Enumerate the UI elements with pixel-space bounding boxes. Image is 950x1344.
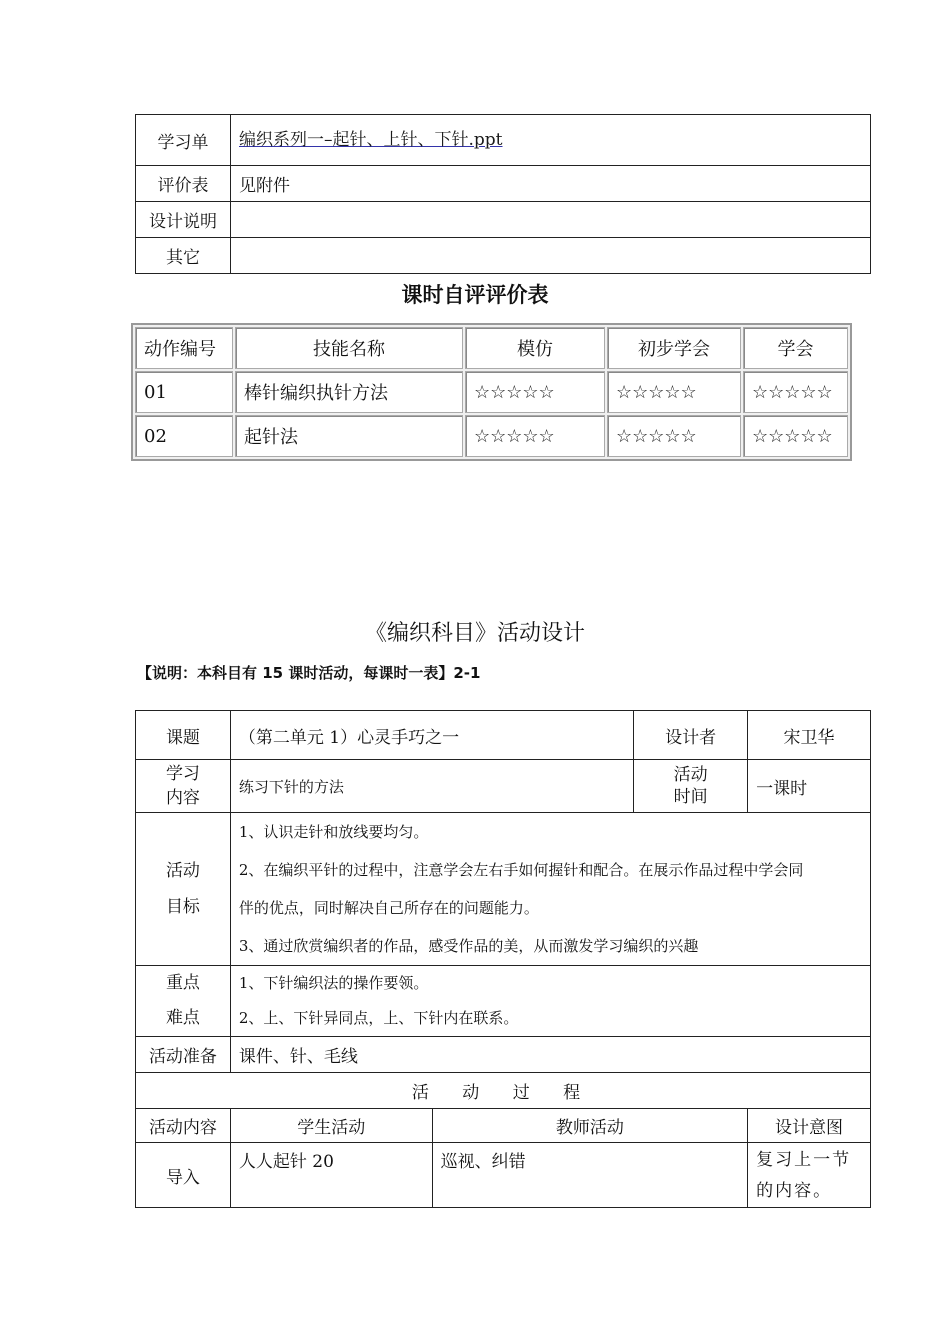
info-label-other: 其它 xyxy=(136,238,231,274)
process-header-student: 学生活动 xyxy=(230,1109,432,1143)
key-item: 1、下针编织法的操作要领。 xyxy=(238,974,429,992)
goal-label xyxy=(136,813,231,966)
key-label-line: 重点 xyxy=(165,973,200,993)
prep-label: 活动准备 xyxy=(136,1037,231,1073)
eval-header-skill: 技能名称 xyxy=(235,327,463,369)
goal-item: 1、认识走针和放线要均匀。 xyxy=(238,823,429,841)
time-value: 一课时 xyxy=(748,760,871,813)
content-label-line: 学习 xyxy=(165,764,200,784)
process-row-content: 导入 xyxy=(136,1143,231,1208)
eval-title: 课时自评评价表 xyxy=(401,283,549,307)
info-table xyxy=(135,114,871,274)
content-label xyxy=(136,760,231,813)
time-label xyxy=(634,760,748,813)
star-rating[interactable]: ☆☆☆☆☆ xyxy=(607,371,741,413)
key-label-line: 难点 xyxy=(165,1008,200,1028)
process-title: 活 动 过 程 xyxy=(136,1073,871,1109)
eval-row-id: 01 xyxy=(135,371,233,413)
designer-label: 设计者 xyxy=(634,711,748,760)
worksheet-link[interactable]: 编织系列一–起针、上针、下针.ppt xyxy=(239,130,503,150)
topic-label: 课题 xyxy=(136,711,231,760)
time-label-line: 时间 xyxy=(673,787,708,807)
star-rating[interactable]: ☆☆☆☆☆ xyxy=(743,415,848,457)
info-value-other xyxy=(231,238,871,274)
eval-header-learned: 学会 xyxy=(743,327,848,369)
process-row-intent: 复习上一节的内容。 xyxy=(748,1143,871,1208)
process-header-intent: 设计意图 xyxy=(748,1109,871,1143)
design-note: 【说明：本科目有 15 课时活动，每课时一表】2-1 xyxy=(137,664,481,682)
info-label-worksheet: 学习单 xyxy=(136,115,231,166)
topic-value: （第二单元 1）心灵手巧之一 xyxy=(230,711,633,760)
info-value-evaluation: 见附件 xyxy=(231,166,871,202)
process-row-teacher: 巡视、纠错 xyxy=(432,1143,748,1208)
goal-item: 伴的优点，同时解决自己所存在的问题能力。 xyxy=(238,899,539,917)
design-title: 《编织科目》活动设计 xyxy=(364,621,585,646)
eval-header-imitate: 模仿 xyxy=(465,327,605,369)
designer-value: 宋卫华 xyxy=(748,711,871,760)
process-row-student: 人人起针 20 xyxy=(230,1143,432,1208)
content-label-line: 内容 xyxy=(165,788,200,808)
key-label xyxy=(136,966,231,1037)
key-list xyxy=(230,966,870,1037)
eval-header-beginner: 初步学会 xyxy=(607,327,741,369)
goal-list xyxy=(230,813,870,966)
star-rating[interactable]: ☆☆☆☆☆ xyxy=(465,371,605,413)
process-header-teacher: 教师活动 xyxy=(432,1109,748,1143)
key-item: 2、上、下针异同点，上、下针内在联系。 xyxy=(238,1009,519,1027)
info-label-evaluation: 评价表 xyxy=(136,166,231,202)
star-rating[interactable]: ☆☆☆☆☆ xyxy=(743,371,848,413)
eval-row-id: 02 xyxy=(135,415,233,457)
prep-value: 课件、针、毛线 xyxy=(230,1037,870,1073)
star-rating[interactable]: ☆☆☆☆☆ xyxy=(607,415,741,457)
content-value: 练习下针的方法 xyxy=(230,760,633,813)
process-header-content: 活动内容 xyxy=(136,1109,231,1143)
goal-item: 3、通过欣赏编织者的作品，感受作品的美，从而激发学习编织的兴趣 xyxy=(238,937,699,955)
info-value-design-note xyxy=(231,202,871,238)
eval-header-id: 动作编号 xyxy=(135,327,233,369)
time-label-line: 活动 xyxy=(673,765,708,785)
info-label-design-note: 设计说明 xyxy=(136,202,231,238)
eval-table xyxy=(131,323,852,461)
eval-row-skill: 起针法 xyxy=(235,415,463,457)
eval-row-skill: 棒针编织执针方法 xyxy=(235,371,463,413)
design-table xyxy=(135,710,871,1208)
goal-item: 2、在编织平针的过程中，注意学会左右手如何握针和配合。在展示作品过程中学会同 xyxy=(238,861,804,879)
goal-label-line: 目标 xyxy=(165,897,200,917)
star-rating[interactable]: ☆☆☆☆☆ xyxy=(465,415,605,457)
goal-label-line: 活动 xyxy=(165,861,200,881)
